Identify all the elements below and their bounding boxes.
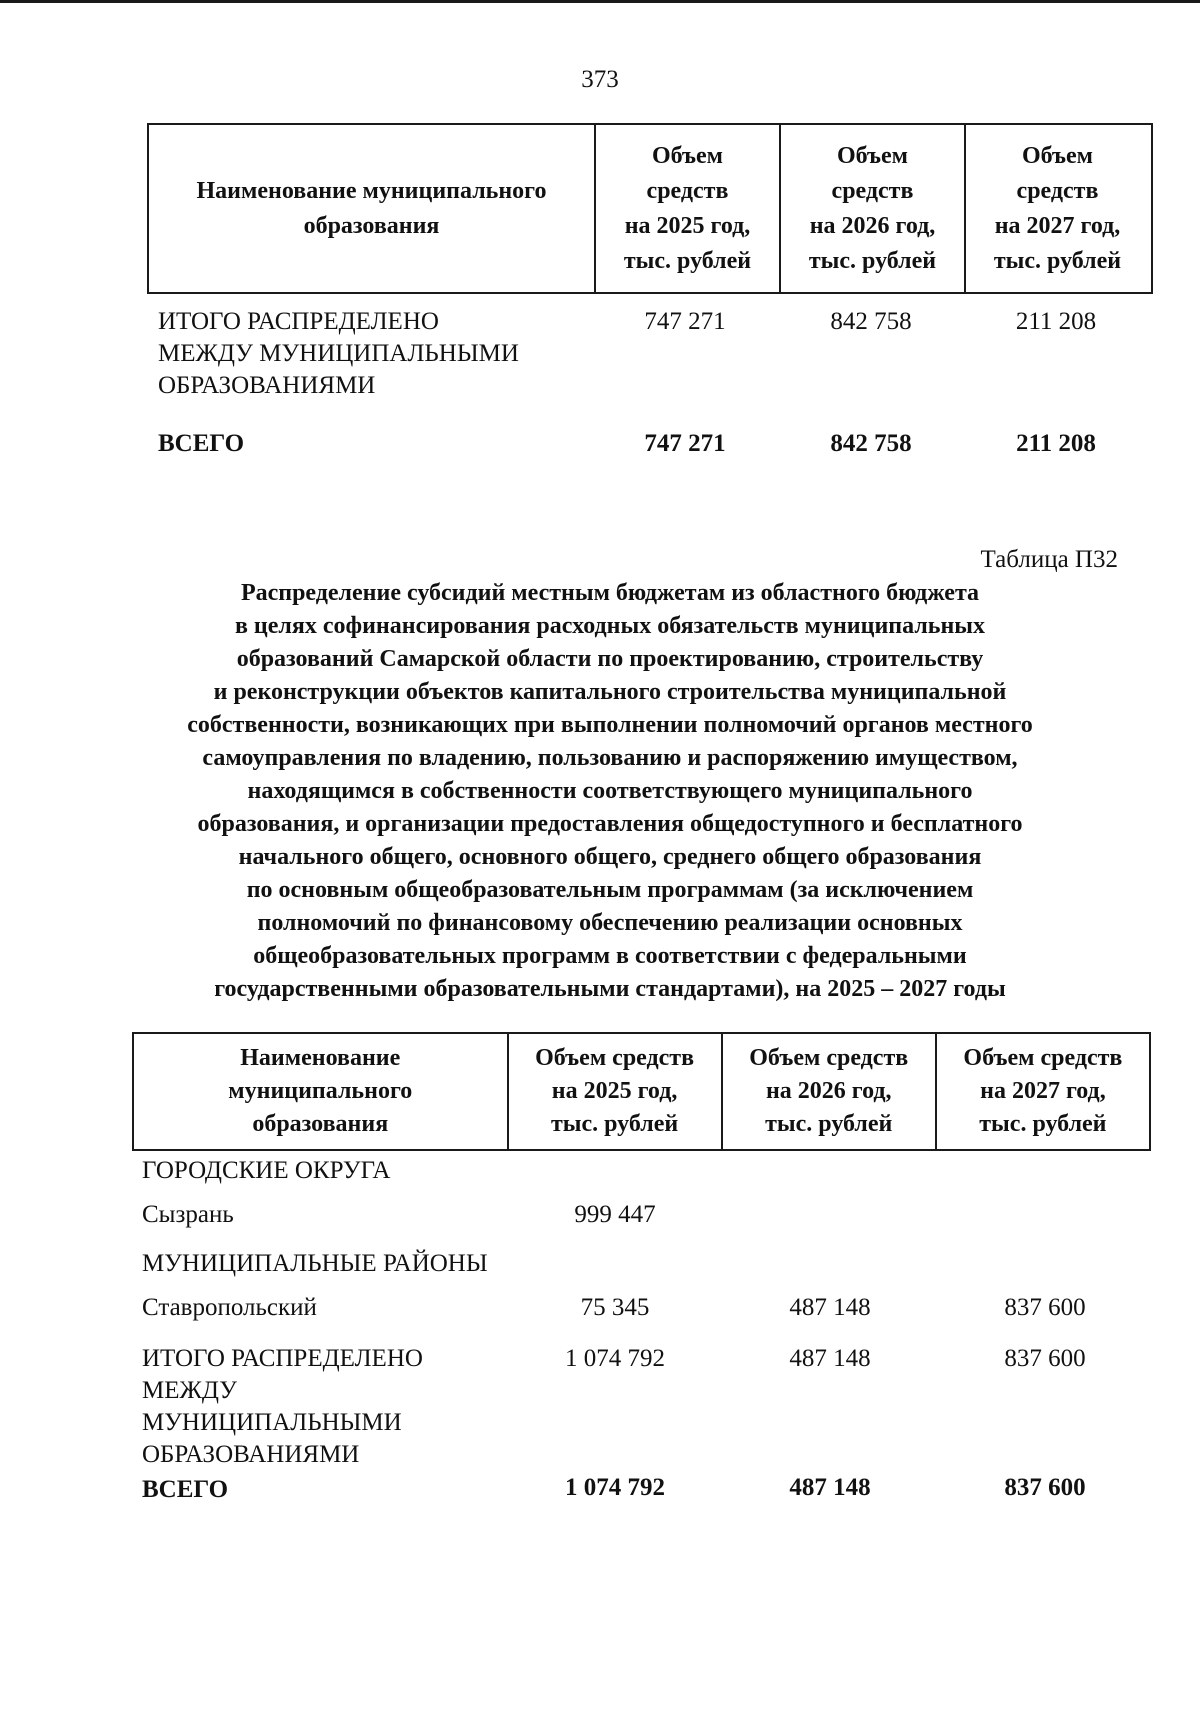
row-name: ВСЕГО [142, 1476, 229, 1503]
value-2025: 747 271 [644, 430, 726, 457]
row-name: Сызрань [142, 1201, 234, 1228]
value-2027: 837 600 [1004, 1294, 1086, 1321]
value-2026: 487 148 [789, 1345, 871, 1372]
table-label: Таблица П32 [980, 546, 1118, 573]
value-2026: 487 148 [789, 1294, 871, 1321]
value-2027: 211 208 [1015, 308, 1097, 335]
table2-header-name: Наименование муниципального образования [228, 1045, 413, 1137]
value-2025: 1 074 792 [565, 1345, 665, 1372]
row-name: ИТОГО РАСПРЕДЕЛЕНО МЕЖДУ МУНИЦИПАЛЬНЫМИ ОБРАЗОВАНИЯМИ [142, 1345, 423, 1468]
page-top-border [0, 0, 1200, 3]
value-2026: 842 758 [830, 430, 912, 457]
table-title: Распределение субсидий местным бюджетам из областного бюджета в целях софинансирования расходных обязательств муниципальных образований Самарской области по проектированию, строительству и реконструкции объектов капитального строительства муниципальной собственности, возникающих при выполнении полномочий органов местного самоуправления по владению, пользованию и распоряжению имуществом, находящимся в собственности соответствующего муниципального образования, и организации предоставления общедоступного и бесплатного начального общего, основного общего, среднего общего образования по основным общеобразовательным программам (за исключением полномочий по финансовому обеспечению реализации основных общеобразовательных программ в соответствии с федеральными государственными образовательными стандартами), на 2025 – 2027 годы [187, 580, 1033, 1002]
value-2025: 75 345 [580, 1294, 650, 1321]
value-2025: 999 447 [574, 1201, 656, 1228]
table1-header [147, 123, 1153, 294]
table2-header-2027: Объем средств на 2027 год, тыс. рублей [935, 1034, 1149, 1149]
page-number: 373 [581, 66, 619, 93]
table2-header [132, 1032, 1151, 1151]
table1-header-2025: Объем средств на 2025 год, тыс. рублей [594, 125, 779, 292]
row-name: ИТОГО РАСПРЕДЕЛЕНО МЕЖДУ МУНИЦИПАЛЬНЫМИ ОБРАЗОВАНИЯМИ [158, 308, 519, 399]
table2-header-2025: Объем средств на 2025 год, тыс. рублей [507, 1034, 721, 1149]
value-2025: 1 074 792 [565, 1474, 665, 1501]
table1-header-2027: Объем средств на 2027 год, тыс. рублей [964, 125, 1149, 292]
section-title-municipal-districts: МУНИЦИПАЛЬНЫЕ РАЙОНЫ [142, 1250, 488, 1277]
value-2026: 842 758 [830, 308, 912, 335]
table2-header-2026: Объем средств на 2026 год, тыс. рублей [721, 1034, 935, 1149]
value-2026: 487 148 [789, 1474, 871, 1501]
row-name: ВСЕГО [158, 430, 245, 457]
value-2027: 837 600 [1004, 1345, 1086, 1372]
table1-header-name: Наименование муниципального образования [196, 177, 547, 239]
value-2027: 837 600 [1004, 1474, 1086, 1501]
value-2027: 211 208 [1016, 430, 1096, 457]
table1-header-2026: Объем средств на 2026 год, тыс. рублей [779, 125, 964, 292]
value-2025: 747 271 [644, 308, 726, 335]
row-name: Ставропольский [142, 1294, 317, 1321]
section-title-urban-districts: ГОРОДСКИЕ ОКРУГА [142, 1157, 391, 1184]
